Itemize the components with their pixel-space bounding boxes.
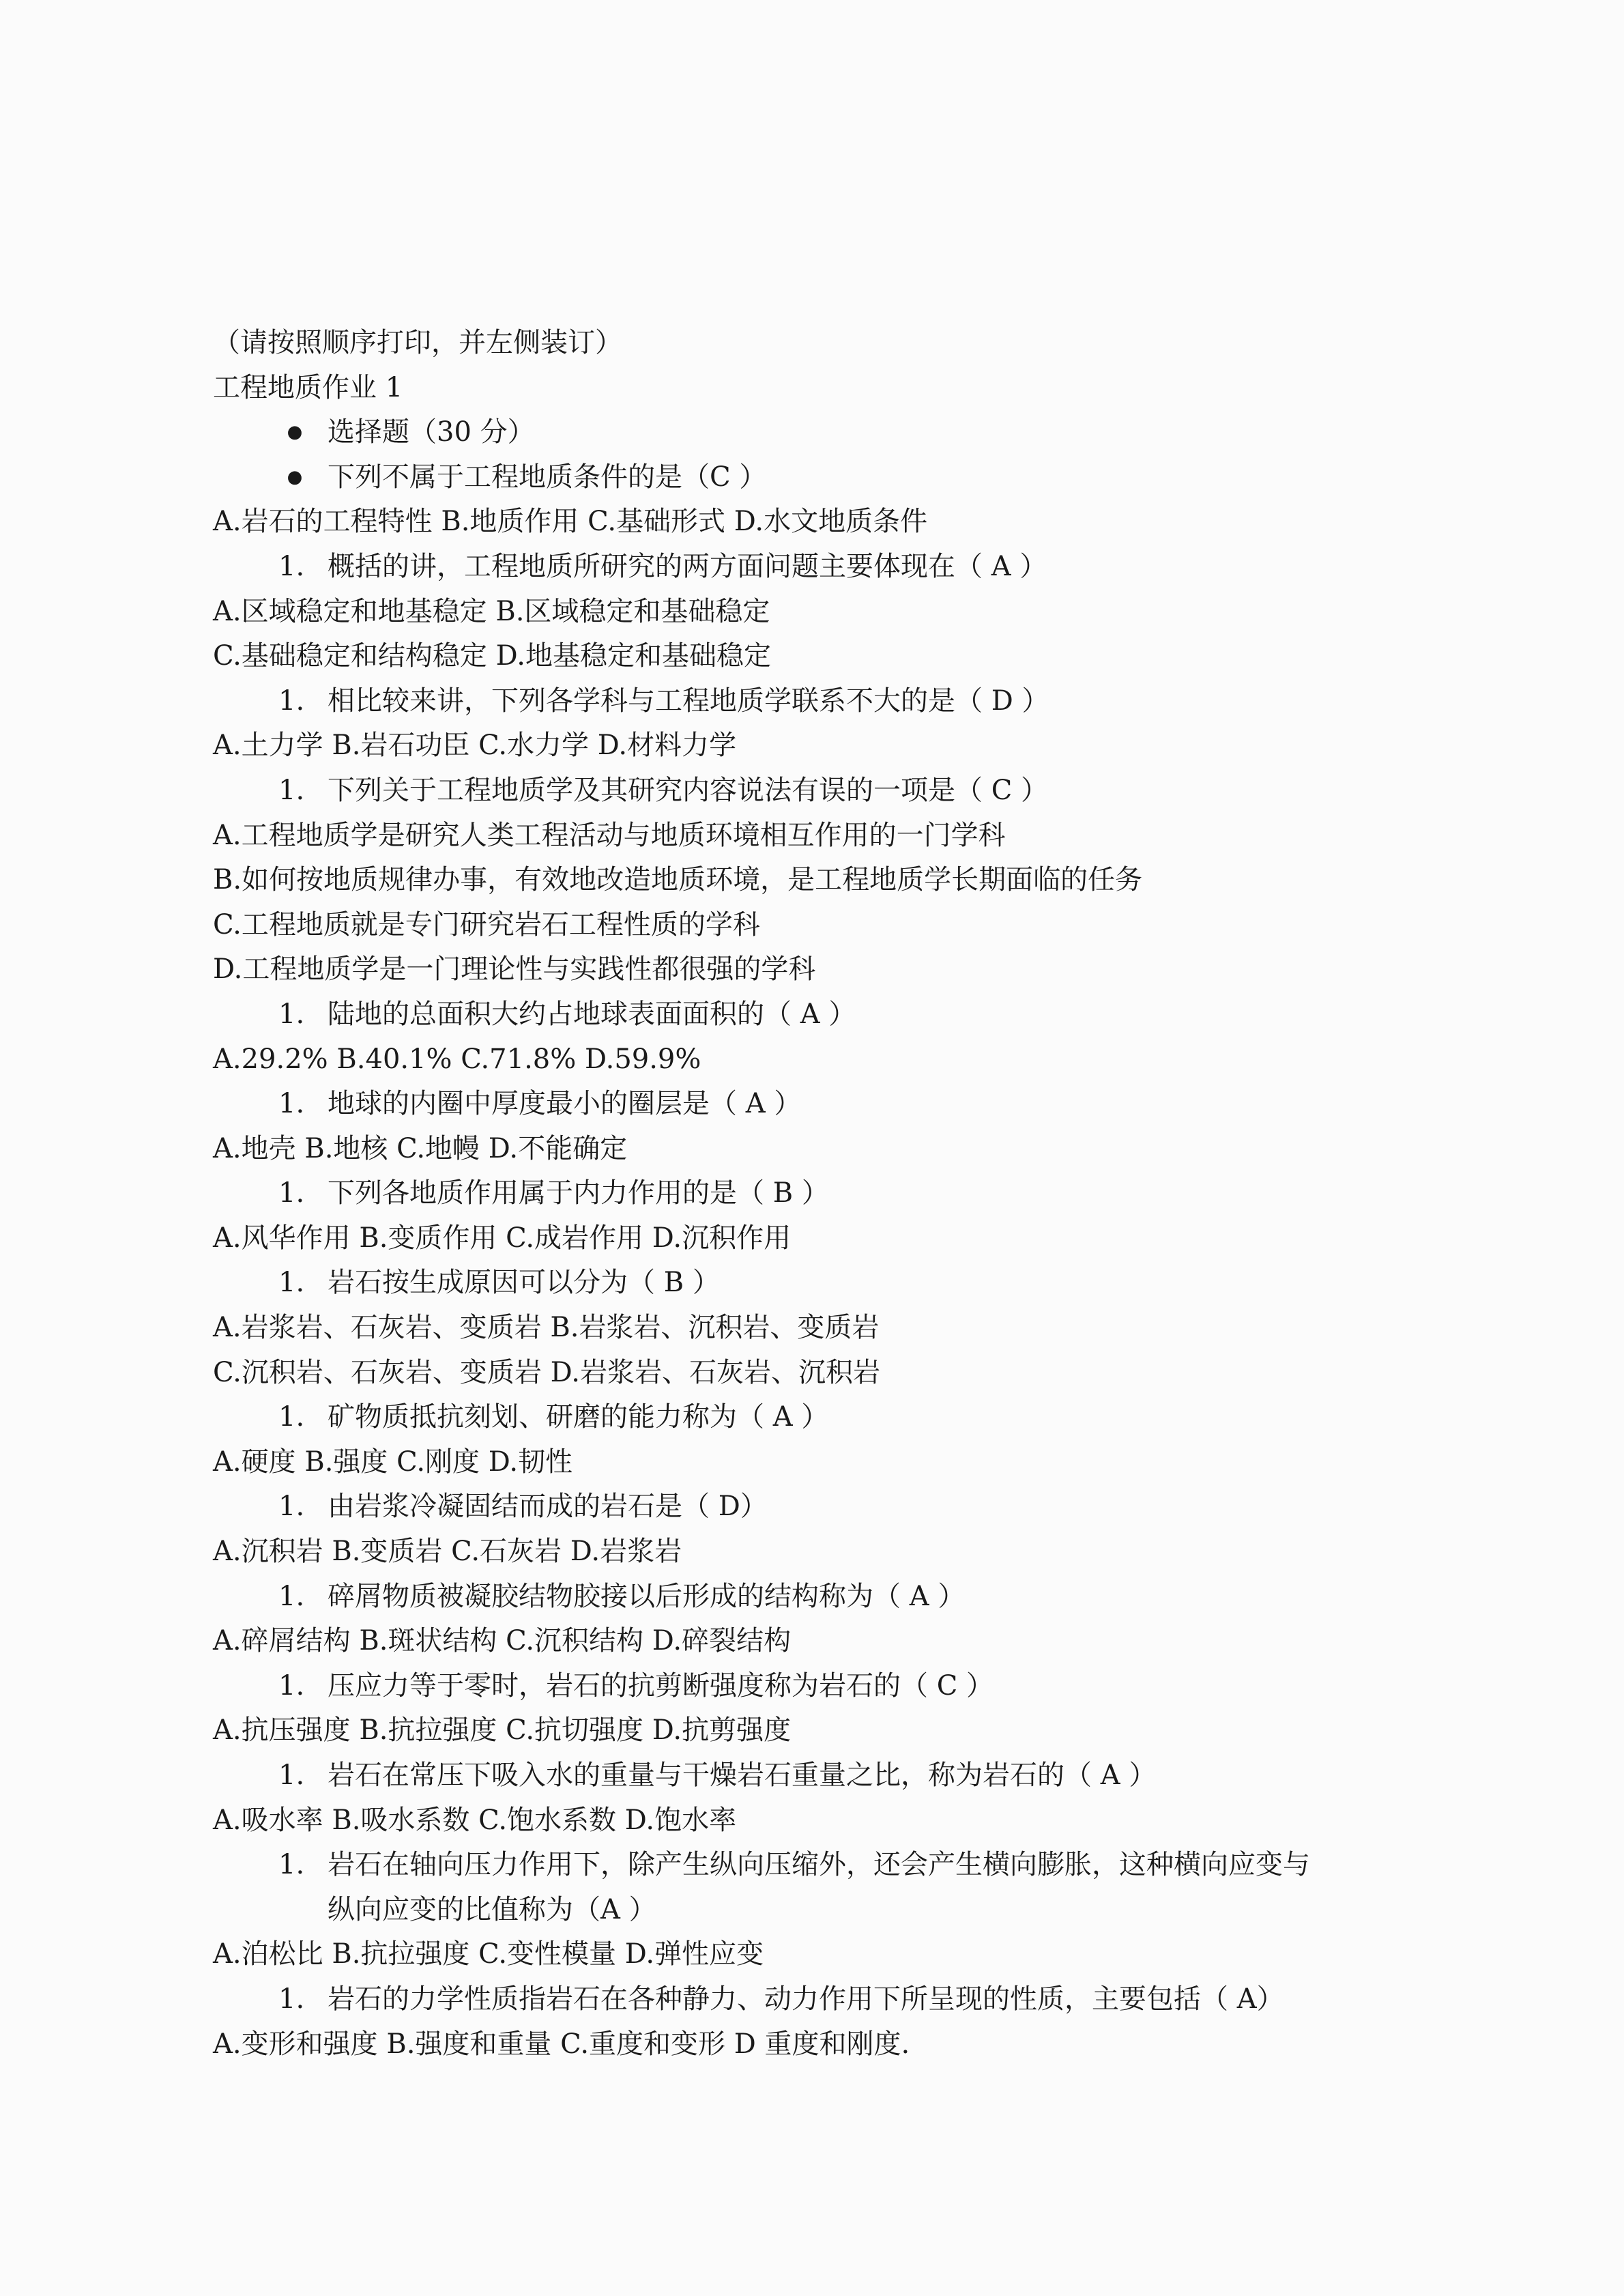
question-number: 1. [278,1401,305,1433]
numbered-question-line [213,992,1441,1037]
bullet-line [213,455,1441,500]
line-text: 岩石在常压下吸入水的重量与干燥岩石重量之比，称为岩石的（ A ） [328,1760,1157,1791]
question-number: 1. [278,774,305,806]
line-text: A.硬度 B.强度 C.刚度 D.韧性 [213,1446,573,1478]
text-line [213,500,1441,545]
question-number: 1. [278,1760,305,1791]
text-line [213,1037,1441,1082]
text-line [213,2022,1441,2067]
text-line [213,1619,1441,1664]
line-text: 下列关于工程地质学及其研究内容说法有误的一项是（ C ） [328,774,1049,806]
numbered-question-line [213,1843,1441,1888]
line-text: A.土力学 B.岩石功臣 C.水力学 D.材料力学 [213,730,737,762]
text-line [213,366,1441,411]
line-text: （请按照顺序打印，并左侧装订） [213,327,622,358]
line-text: 下列各地质作用属于内力作用的是（ B ） [328,1177,829,1209]
line-text: C.沉积岩、石灰岩、变质岩 D.岩浆岩、石灰岩、沉积岩 [213,1356,880,1388]
line-text: C.基础稳定和结构稳定 D.地基稳定和基础稳定 [213,640,771,672]
text-line [213,1351,1441,1396]
line-text: A.地壳 B.地核 C.地幔 D.不能确定 [213,1132,628,1164]
line-text: A.泊松比 B.抗拉强度 C.变性模量 D.弹性应变 [213,1938,764,1970]
line-text: 岩石的力学性质指岩石在各种静力、动力作用下所呈现的性质，主要包括（ A） [328,1983,1284,2015]
question-number: 1. [278,1088,305,1120]
line-text: A.岩浆岩、石灰岩、变质岩 B.岩浆岩、沉积岩、变质岩 [213,1312,880,1344]
question-number: 1. [278,1267,305,1299]
question-number: 1. [278,998,305,1030]
question-number: 1. [278,685,305,717]
text-line [213,1708,1441,1753]
numbered-question-line [213,679,1441,724]
line-text: A.工程地质学是研究人类工程活动与地质环境相互作用的一门学科 [213,819,1006,851]
numbered-question-line [213,1395,1441,1440]
numbered-question-line [213,1171,1441,1216]
text-line [213,1127,1441,1172]
text-line [213,590,1441,635]
bullet-line [213,410,1441,455]
line-text: 由岩浆冷凝固结而成的岩石是（ D） [328,1491,768,1523]
line-text: 下列不属于工程地质条件的是（C ） [328,461,767,493]
line-text: 岩石在轴向压力作用下，除产生纵向压缩外，还会产生横向膨胀，这种横向应变与 [328,1849,1310,1881]
numbered-question-line [213,769,1441,814]
question-number: 1. [278,1849,305,1881]
question-number: 1. [278,1669,305,1702]
line-text: B.如何按地质规律办事，有效地改造地质环境，是工程地质学长期面临的任务 [213,864,1143,896]
line-text: A.变形和强度 B.强度和重量 C.重度和变形 D 重度和刚度. [213,2028,910,2060]
text-line [213,1216,1441,1261]
text-line [213,1306,1441,1351]
line-text: 岩石按生成原因可以分为（ B ） [328,1267,720,1299]
line-text: 纵向应变的比值称为（A ） [328,1893,656,1925]
line-text: 相比较来讲，下列各学科与工程地质学联系不大的是（ D ） [328,685,1049,717]
question-number: 1. [278,1983,305,2015]
text-line [213,634,1441,679]
line-text: A.抗压强度 B.抗拉强度 C.抗切强度 D.抗剪强度 [213,1714,792,1747]
line-text: A.区域稳定和地基稳定 B.区域稳定和基础稳定 [213,595,770,627]
line-text: 陆地的总面积大约占地球表面面积的（ A ） [328,998,856,1030]
line-text: A.岩石的工程特性 B.地质作用 C.基础形式 D.水文地质条件 [213,506,928,538]
text-line [213,1530,1441,1575]
line-text: A.碎屑结构 B.斑状结构 C.沉积结构 D.碎裂结构 [213,1625,792,1657]
text-line [213,321,1441,366]
text-line [213,903,1441,948]
document-body [213,321,1441,2067]
line-text: A.吸水率 B.吸水系数 C.饱水系数 D.饱水率 [213,1804,737,1836]
line-text: 碎屑物质被凝胶结物胶接以后形成的结构称为（ A ） [328,1580,966,1612]
numbered-question-line [213,1977,1441,2022]
text-line [213,1932,1441,1977]
numbered-question-line [213,1575,1441,1620]
line-text: A.29.2% B.40.1% C.71.8% D.59.9% [213,1043,701,1075]
text-line [213,858,1441,903]
question-number: 1. [278,1491,305,1523]
line-text: 地球的内圈中厚度最小的圈层是（ A ） [328,1088,802,1120]
line-text: A.沉积岩 B.变质岩 C.石灰岩 D.岩浆岩 [213,1536,682,1568]
question-number: 1. [278,1177,305,1209]
line-text: C.工程地质就是专门研究岩石工程性质的学科 [213,908,760,941]
bullet-icon: ● [287,422,303,443]
line-text: 压应力等于零时，岩石的抗剪断强度称为岩石的（ C ） [328,1669,994,1702]
numbered-question-line [213,1664,1441,1709]
text-line [213,723,1441,769]
line-text: 工程地质作业 1 [213,371,403,403]
text-line [213,1440,1441,1485]
line-text: A.风华作用 B.变质作用 C.成岩作用 D.沉积作用 [213,1222,792,1254]
line-text: 选择题（30 分） [328,416,535,448]
text-line [213,947,1441,992]
numbered-question-line [213,1261,1441,1306]
bullet-icon: ● [287,466,303,487]
question-number: 1. [278,550,305,582]
text-line [213,1798,1441,1843]
numbered-question-line [213,1082,1441,1127]
numbered-question-line [213,1484,1441,1530]
line-text: 矿物质抵抗刻划、研磨的能力称为（ A ） [328,1401,829,1433]
numbered-question-line [213,545,1441,590]
numbered-question-line [213,1753,1441,1798]
line-text: D.工程地质学是一门理论性与实践性都很强的学科 [213,953,816,986]
question-number: 1. [278,1580,305,1612]
text-line [213,814,1441,859]
continuation-line [213,1888,1441,1933]
line-text: 概括的讲，工程地质所研究的两方面问题主要体现在（ A ） [328,550,1047,582]
